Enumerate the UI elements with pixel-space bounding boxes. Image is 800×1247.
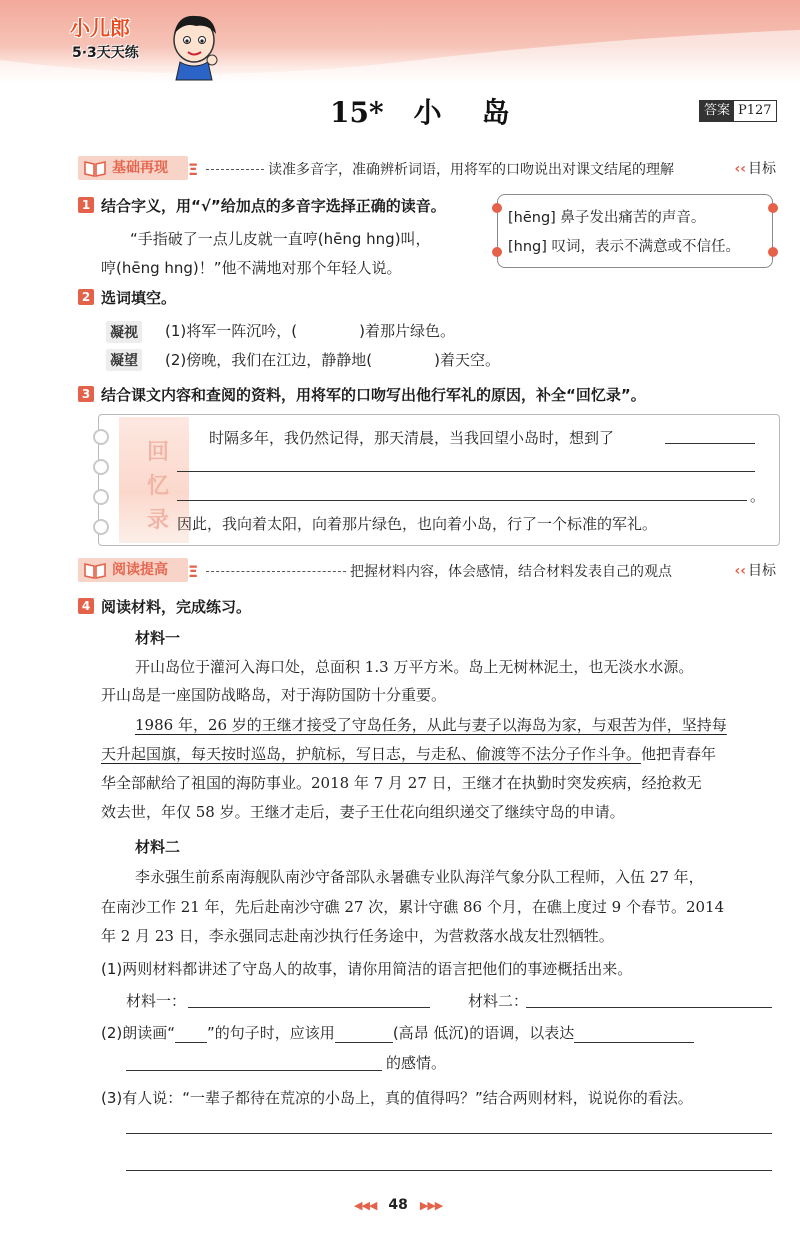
- section-description: 把握材料内容，体会感情，结合材料发表自己的观点: [350, 564, 672, 580]
- section-badge-label: 基础再现: [112, 160, 168, 176]
- section-header-reading: [78, 558, 778, 584]
- answer-blank[interactable]: [372, 354, 434, 370]
- section-description: 读准多音字，准确辨析词语，用将军的口吻说出对课文结尾的理解: [268, 162, 674, 178]
- section-goal: [734, 560, 776, 580]
- answer-blank[interactable]: [175, 1026, 207, 1043]
- open-book-icon: [84, 159, 106, 177]
- answer-line[interactable]: [526, 1007, 772, 1008]
- sub-question-1: (1)两则材料都讲述了守岛人的故事，请你用简洁的语言把他们的事迹概括出来。: [101, 960, 633, 978]
- answer-line[interactable]: [126, 1133, 772, 1134]
- section-dotted-leader: [206, 169, 264, 170]
- material1-line-mixed: [101, 743, 716, 764]
- binder-ring-icon: [93, 459, 109, 475]
- question-prompt: 结合课文内容和查阅的资料，用将军的口吻写出他行军礼的原因，补全“回忆录”。: [101, 386, 646, 404]
- section-e-mark: Ξ: [188, 160, 199, 179]
- answer-blank[interactable]: [335, 1026, 393, 1043]
- question-number: 1: [78, 197, 94, 213]
- arrow-left-icon: ◀◀◀: [354, 1199, 377, 1212]
- memoir-line-last: 因此，我向着太阳，向着那片绿色，也向着小岛，行了一个标准的军礼。: [177, 515, 658, 533]
- lesson-title: [330, 91, 550, 131]
- material2-line: 年 2 月 23 日，李永强同志赴南沙执行任务途中，为营救落水战友壮烈牺牲。: [101, 927, 614, 945]
- binder-ring-icon: [93, 519, 109, 535]
- answer-line[interactable]: [665, 443, 755, 444]
- definition-card: [497, 194, 773, 268]
- lesson-name: 小岛: [413, 96, 550, 129]
- memoir-line1: 时隔多年，我仍然记得，那天清晨，当我回望小岛时，想到了: [209, 429, 615, 447]
- open-book-icon: [84, 561, 106, 579]
- q2-item2-start: (2)傍晚，我们在江边，静静地(: [165, 351, 373, 369]
- answer-page: P127: [738, 103, 772, 118]
- answer-line[interactable]: [126, 1170, 772, 1171]
- q2-item1-end: )着那片绿色。: [359, 322, 455, 340]
- section-goal: [734, 158, 776, 178]
- material1-line: 华全部献给了祖国的海防事业。2018 年 7 月 27 日，王继才在执勤时突发疾病，经抢救无: [101, 774, 702, 792]
- definition-hng-heng: [hēng] 鼻子发出痛苦的声音。: [508, 210, 706, 226]
- material1-line: 开山岛位于灌河入海口处，总面积 1.3 万平方米。岛上无树林泥土，也无淡水水源。: [135, 658, 694, 676]
- q2-item2: [165, 349, 500, 370]
- question-number: 3: [78, 386, 94, 402]
- material2-line: 在南沙工作 21 年，先后赴南沙守礁 27 次，累计守礁 86 个月，在礁上度过 9 个春节。2014: [101, 898, 725, 916]
- sub-question-2: [101, 1022, 694, 1043]
- memoir-char: 录: [147, 508, 170, 533]
- material1-underlined-line: 天升起国旗，每天按时巡岛，护航标，写日志，与走私、偷渡等不法分子作斗争。: [101, 745, 642, 763]
- page-number: 48: [388, 1197, 408, 1213]
- goal-label: 目标: [748, 161, 776, 177]
- binder-ring-icon: [93, 429, 109, 445]
- mascot-boy-icon: [162, 10, 226, 82]
- answer-line[interactable]: [177, 500, 747, 501]
- q2-item2-end: )着天空。: [434, 351, 500, 369]
- lesson-number: 15*: [330, 96, 384, 129]
- memoir-char: 忆: [147, 474, 170, 499]
- answer-label: 材料二：: [468, 992, 529, 1010]
- word-option: 凝视: [106, 321, 142, 343]
- answer-blank[interactable]: [574, 1026, 694, 1043]
- answer-line[interactable]: [177, 471, 755, 472]
- material1-line: 开山岛是一座国防战略岛，对于海防国防十分重要。: [101, 686, 447, 704]
- pin-icon: [768, 203, 778, 213]
- pin-icon: [492, 203, 502, 213]
- page-footer: [354, 1197, 442, 1213]
- question-prompt: 结合字义，用“√”给加点的多音字选择正确的读音。: [101, 197, 446, 215]
- q1-sentence-line1: “手指破了一点儿皮就一直哼(hēng hng)叫，: [130, 230, 431, 248]
- logo-sub-text: 5·3天天练: [72, 45, 139, 61]
- answer-blank[interactable]: [297, 325, 359, 341]
- goal-arrow-icon: ‹‹: [734, 563, 746, 579]
- logo-main-text: 小儿郎: [70, 16, 130, 40]
- section-header-basics: [78, 156, 778, 182]
- q2-item1-start: (1)将军一阵沉吟，(: [165, 322, 298, 340]
- question-number: 2: [78, 289, 94, 305]
- pin-icon: [492, 247, 502, 257]
- sub2-part-c: (高昂 低沉)的语调，以表达: [392, 1024, 575, 1042]
- q1-sentence-line2: 哼(hēng hng)！”他不满地对那个年轻人说。: [101, 259, 402, 277]
- q2-item1: [165, 320, 455, 341]
- answer-label: 材料一：: [126, 992, 187, 1010]
- question-prompt: 阅读材料，完成练习。: [101, 598, 252, 616]
- memoir-end-mark: 。: [750, 487, 766, 505]
- material-title: 材料一: [135, 629, 181, 647]
- goal-label: 目标: [748, 563, 776, 579]
- definition-hng: [hng] 叹词，表示不满意或不信任。: [508, 239, 741, 255]
- memoir-char: 回: [147, 440, 170, 465]
- answer-line[interactable]: [126, 1070, 382, 1071]
- material1-line-tail: 他把青春年: [641, 745, 717, 763]
- section-e-mark: Ξ: [188, 562, 199, 581]
- section-badge-label: 阅读提高: [112, 562, 168, 578]
- arrow-right-icon: ▶▶▶: [419, 1199, 443, 1212]
- brand-logo: [70, 12, 220, 78]
- material1-line: 效去世，年仅 58 岁。王继才走后，妻子王仕花向组织递交了继续守岛的申请。: [101, 803, 625, 821]
- word-option: 凝望: [106, 349, 142, 371]
- material2-line: 李永强生前系南海舰队南沙守备部队永暑礁专业队海洋气象分队工程师，入伍 27 年，: [135, 868, 704, 886]
- pin-icon: [768, 247, 778, 257]
- goal-arrow-icon: ‹‹: [734, 161, 746, 177]
- binder-ring-icon: [93, 489, 109, 505]
- material1-underlined-line: 1986 年，26 岁的王继才接受了守岛任务，从此与妻子以海岛为家，与艰苦为伴，坚持每: [135, 716, 727, 734]
- memoir-card: [98, 414, 780, 546]
- answer-label: 答案: [700, 101, 734, 121]
- material-title: 材料二: [135, 838, 181, 856]
- section-dotted-leader: [206, 571, 346, 572]
- question-number: 4: [78, 598, 94, 614]
- question-prompt: 选词填空。: [101, 289, 177, 307]
- sub2-part-a: (2)朗读画“: [101, 1024, 176, 1042]
- answer-line[interactable]: [188, 1007, 430, 1008]
- sub2-part-b: ”的句子时，应该用: [207, 1024, 335, 1042]
- sub2-part-d: 的感情。: [386, 1054, 447, 1072]
- sub-question-3: (3)有人说：“一辈子都待在荒凉的小岛上，真的值得吗？”结合两则材料，说说你的看法。: [101, 1089, 693, 1107]
- answer-reference[interactable]: [699, 100, 777, 122]
